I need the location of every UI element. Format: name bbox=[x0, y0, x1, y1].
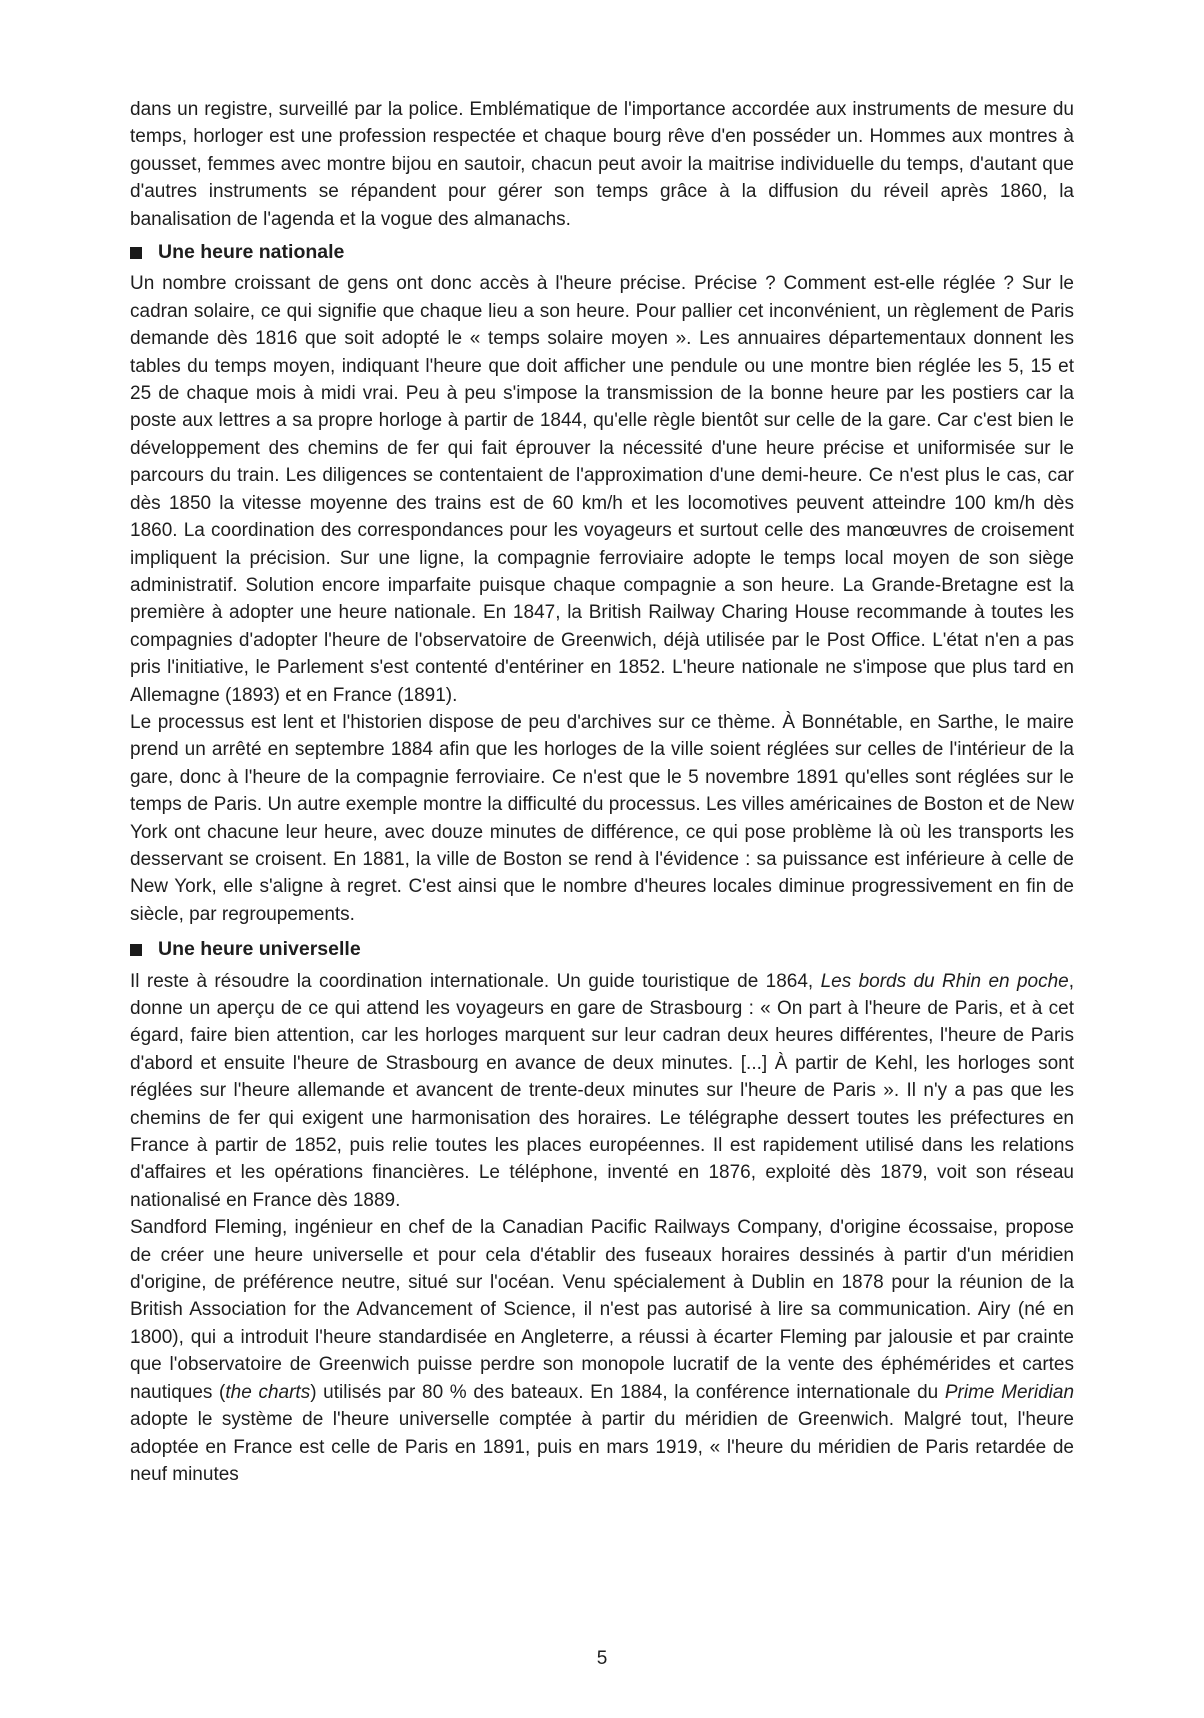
text-run: Il reste à résoudre la coordination internationale. Un guide touristique de 1864, bbox=[130, 970, 821, 992]
intro-paragraph: dans un registre, surveillé par la police. Emblématique de l'importance accordée aux instruments de mesure du temps, horloger est une profession respectée et chaque bourg rêve d'en posséder un. Hommes aux montres à gousset, femmes avec montre bijou en sautoir, chacun peut avoir la maitrise individuelle du temps, d'autant que d'autres instruments se répandent pour gérer son temps grâce à la diffusion du réveil après 1860, la banalisation de l'agenda et la vogue des almanachs. bbox=[130, 99, 1074, 230]
text-run: , donne un aperçu de ce qui attend les voyageurs en gare de Strasbourg : « On part à l'heure de Paris, et à cet égard, faire bien attention, car les horloges marquent sur leur cadran deux heures différentes, l'heure de Paris d'abord et ensuite l'heure de Strasbourg en avance de deux minutes. [...] À partir de Kehl, les horloges sont réglées sur l'heure allemande et avancent de trente-deux minutes sur l'heure de Paris ». Il n'y a pas que les chemins de fer qui exigent une harmonisation des horaires. Le télégraphe dessert toutes les préfectures en France à partir de 1852, puis relie toutes les places européennes. Il est rapidement utilisé dans les relations d'affaires et les opérations financières. Le téléphone, inventé en 1876, exploité dès 1879, voit son réseau nationalisé en France dès 1889. bbox=[130, 970, 1074, 1211]
section-heading-label: Une heure nationale bbox=[158, 241, 345, 264]
italic-term: Prime Meridian bbox=[944, 1381, 1075, 1403]
text-run: ) utilisés par 80 % des bateaux. En 1884, la conférence internationale du bbox=[310, 1381, 945, 1403]
section-heading-national bbox=[130, 239, 1074, 266]
square-bullet-icon bbox=[130, 247, 142, 259]
paragraph: Un nombre croissant de gens ont donc accès à l'heure précise. Précise ? Comment est-elle réglée ? Sur le cadran solaire, ce qui signifie que chaque lieu a son heure. Pour pallier cet inconvénient, un règlement de Paris demande dès 1816 que soit adopté le « temps solaire moyen ». Les annuaires départementaux donnent les tables du temps moyen, indiquant l'heure que doit afficher une pendule ou une montre bien réglée les 5, 15 et 25 de chaque mois à midi vrai. Peu à peu s'impose la transmission de la bonne heure par les postiers car la poste aux lettres a sa propre horloge à partir de 1844, qu'elle règle bientôt sur celle de la gare. Car c'est bien le développement des chemins de fer qui fait éprouver la nécessité d'une heure précise et uniformisée sur le parcours du train. Les diligences se contentaient de l'approximation d'une demi-heure. Ce n'est plus le cas, car dès 1850 la vitesse moyenne des trains est de 60 km/h et les locomotives peuvent atteindre 100 km/h dès 1860. La coordination des correspondances pour les voyageurs et surtout celle des manœuvres de croisement impliquent la précision. Sur une ligne, la compagnie ferroviaire adopte le temps local moyen de son siège administratif. Solution encore imparfaite puisque chaque compagnie a son heure. La Grande-Bretagne est la première à adopter une heure nationale. En 1847, la British Railway Charing House recommande à toutes les compagnies d'adopter l'heure de l'observatoire de Greenwich, déjà utilisée par le Post Office. L'état n'en a pas pris l'initiative, le Parlement s'est contenté d'entériner en 1852. L'heure nationale ne s'impose que plus tard en Allemagne (1893) et en France (1891). bbox=[130, 273, 1074, 706]
text-run: adopte le système de l'heure universelle comptée à partir du méridien de Greenwich. Malgré tout, l'heure adoptée en France est celle de Paris en 1891, puis en mars 1919, « l'heure du méridien de Paris retardée de neuf minutes bbox=[130, 1409, 1074, 1485]
text-run: Sandford Fleming, ingénieur en chef de la Canadian Pacific Railways Company, d'origine écossaise, propose de créer une heure universelle et pour cela d'établir des fuseaux horaires dessinés à partir d'un méridien d'origine, de préférence neutre, situé sur l'océan. Venu spécialement à Dublin en 1878 pour la réunion de la British Association for the Advancement of Science, il n'est pas autorisé à lire sa communication. Airy (né en 1800), qui a introduit l'heure standardisée en Angleterre, a réussi à écarter Fleming par jalousie et par crainte que l'observatoire de Greenwich puisse perdre son monopole lucratif de la vente des éphémérides et cartes nautiques ( bbox=[130, 1217, 1074, 1403]
section-heading-label: Une heure universelle bbox=[158, 938, 361, 961]
page-number: 5 bbox=[596, 1648, 608, 1669]
square-bullet-icon bbox=[130, 944, 142, 956]
italic-term: the charts bbox=[225, 1381, 311, 1403]
document-page bbox=[130, 96, 1074, 1488]
book-title: Les bords du Rhin en poche bbox=[820, 970, 1069, 992]
paragraph bbox=[130, 968, 1074, 1215]
paragraph: Le processus est lent et l'historien dispose de peu d'archives sur ce thème. À Bonnétable, en Sarthe, le maire prend un arrêté en septembre 1884 afin que les horloges de la ville soient réglées sur celles de l'intérieur de la gare, donc à l'heure de la compagnie ferroviaire. Ce n'est que le 5 novembre 1891 qu'elles sont réglées sur le temps de Paris. Un autre exemple montre la difficulté du processus. Les villes américaines de Boston et de New York ont chacune leur heure, avec douze minutes de différence, ce qui pose problème là où les transports les desservant se croisent. En 1881, la ville de Boston se rend à l'évidence : sa puissance est inférieure à celle de New York, elle s'aligne à regret. C'est ainsi que le nombre d'heures locales diminue progressivement en fin de siècle, par regroupements. bbox=[130, 711, 1074, 925]
paragraph bbox=[130, 1214, 1074, 1488]
section-heading-universal bbox=[130, 936, 1074, 963]
